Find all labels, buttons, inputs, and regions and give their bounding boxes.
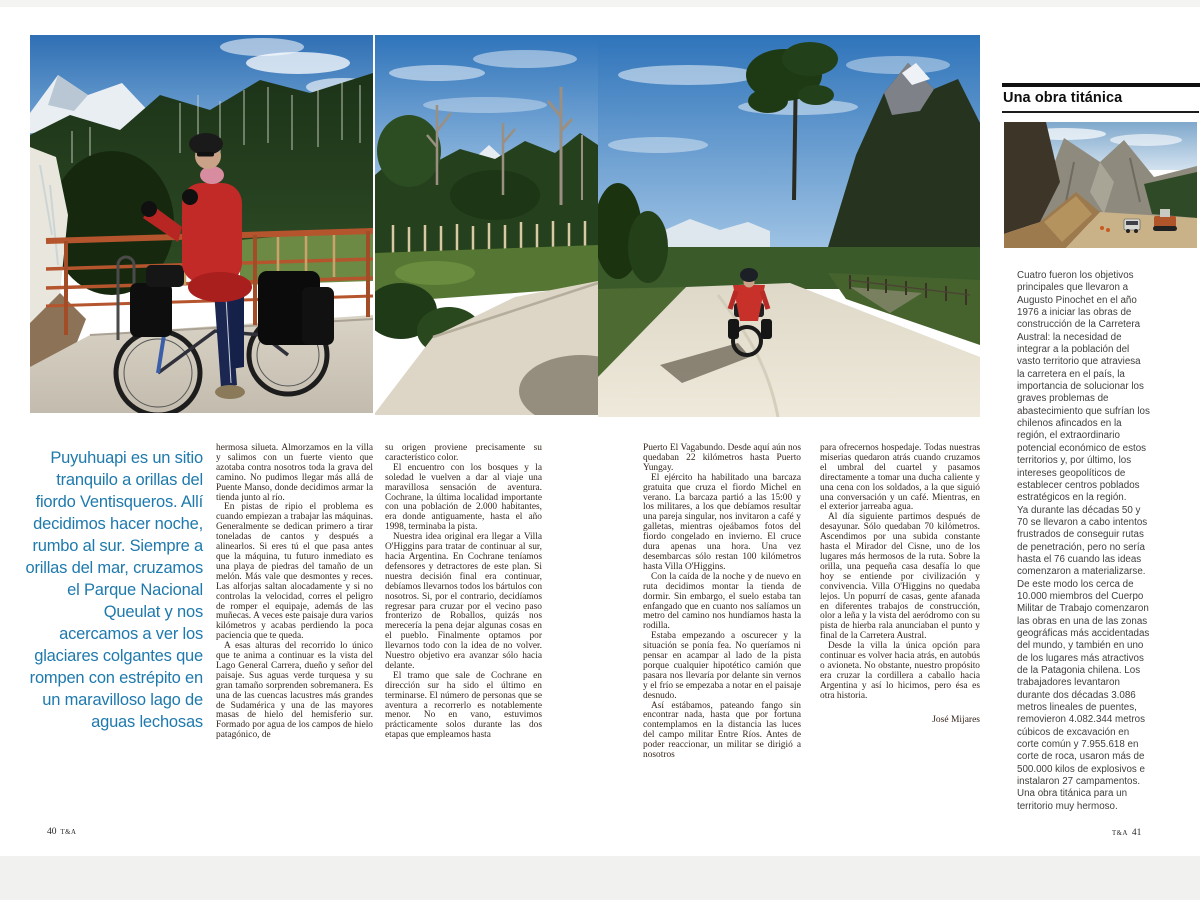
page-number-right: 41 [1131, 828, 1142, 838]
paragraph: Ya durante las décadas 50 y 70 se llevaron a cabo intentos frustrados de conseguir rutas de penetración, pero no sería hasta el 76 cuando las ideas comenzaron a materializarse. De este modo los cerca de 10.000 miembros del Cuerpo Militar de Trabajo comenzaron las obras en una de las zonas geográficas más accidentadas del mundo, y también en uno de los lugares más atractivos de la Patagonia chilena. Los trabajadores levantaron durante dos décadas 3.086 metros lineales de puentes, removieron 4.082.344 metros cúbicos de excavación en corte común y 7.955.618 en corte de roca, usaron más de 500.000 kilos de explosivos e instalaron 27 campamentos. Una obra titánica para un territorio muy hermoso. [1017, 504, 1150, 812]
footer-left [47, 821, 76, 839]
magazine-mark-right: T&A [1112, 830, 1128, 837]
paragraph: Al día siguiente partimos después de desayunar. Sólo quedaban 70 kilómetros. Ascendimos por una subida constante hasta el Mirador del Cisne, uno de los lugares más hermosos de la ruta. Sobre la orilla, una pequeña casa desafía lo que hoy se entiende por civilización y convivencia. Villa O'Higgins no quedaba lejos. Un popurrí de casas, gente afanada en diferentes trabajos de construcción, olor a leña y la vista del aeródromo con su pista de hierba rala anunciaban el punto y final de la Carretera Austral. [820, 512, 980, 642]
paragraph: Con la caída de la noche y de nuevo en ruta decidimos montar la tienda de dormir. Sin embargo, el suelo estaba tan enfangado que en cuanto nos salíamos un metro del camino nos hundíamos hasta la rodilla. [643, 571, 801, 632]
paragraph: Desde la villa la única opción para continuar es volver hacia atrás, en autobús o avioneta. No obstante, nuestro propósito era cruzar la cordillera a caballo hacia Argentina y así lo hicimos, pero ésa es otra historia. [820, 641, 980, 701]
sidebar-rule-thin [1002, 111, 1199, 113]
paragraph: su origen proviene precisamente su característico color. [385, 443, 542, 463]
grass-light [395, 261, 475, 285]
paragraph: Así estábamos, pateando fango sin encontrar nada, hasta que por fortuna contemplamos en la distancia las luces del campo militar Entre Ríos. Antes de poder reaccionar, un militar se dirigió a nosotros [643, 700, 801, 761]
paragraph: Cuatro fueron los objetivos principales que llevaron a Augusto Pinochet en el año 1976 a iniciar las obras de construcción de la Carretera Austral: la necesidad de integrar a la población del vasto territorio que atraviesa la carretera en el país, la importancia de solucionar los graves problemas de abastecimiento que sufrían los chilenos afincados en la región, el extraordinario potencial económico de estos territorios y, por último, los intereses geopolíticos de establecer centros poblados estratégicos en la región. [1017, 270, 1150, 504]
article-column-2 [385, 444, 542, 741]
magazine-mark-left: T&A [60, 829, 77, 836]
page-number-left: 40 [47, 827, 57, 837]
paragraph: En pistas de ripio el problema es cuando empiezan a trabajar las máquinas. Generalmente se dedican primero a tirar toneladas de cantos y después a alinearlos. Si eres tú el que pasa antes que la máquina, tu futuro inmediato es una playa de piedras del tamaño de un melón. Más vale que desmontes y reces. Las alforjas saltan alocadamente y si no controlas la velocidad, corres el peligro de romper el equipaje, además de las muñecas. A veces este paisaje dura varios kilómetros y acabas perdiendo la poca paciencia que te queda. [216, 502, 373, 642]
byline: José Mijares [932, 714, 980, 725]
sidebar-photo-construction [1004, 122, 1197, 248]
paragraph: El encuentro con los bosques y la soledad le vuelven a dar al viaje una maravillosa sensación de aventura. Cochrane, la última localidad importante con una población de 2.000 habitantes, era donde antiguamente, hasta el año 1998, terminaba la pista. [385, 462, 542, 533]
dark-bush [450, 170, 540, 220]
paragraph: Estaba empezando a oscurecer y la situación se ponía fea. No queríamos ni pensar en acampar al lado de la pista porque cualquier hipotético camión que pasara nos llevaría por delante sin vernos y el frío se empezaba a notar en el paisaje desnudo. [643, 631, 801, 701]
footer-right [1112, 822, 1141, 840]
pull-quote: Puyuhuapi es un sitio tranquilo a orillas del fiordo Ventisqueros. Allí decidimos hacer noche, rumbo al sur. Siempre a orillas del mar, cruzamos el Parque Nacional Queulat y nos acercamos a ver los glaciares colgantes que rompen con estrépito en un maravilloso lago de aguas lechosas [25, 449, 203, 731]
top-margin-strip [0, 0, 1200, 7]
article-column-3 [643, 444, 801, 761]
left-tree-2 [628, 211, 668, 283]
sidebar-body [1017, 270, 1150, 813]
photo-gravel-road-trees [375, 35, 598, 415]
paragraph: Nuestra idea original era llegar a Villa O'Higgins para tratar de continuar al sur, hacia Argentina. En Cochrane teníamos defensores y detractores de este plan. Si nuestra decisión final era continuar, debíamos llevarnos todos los bártulos con nosotros. Si, por el contrario, decidíamos regresar para cruzar por el vecino paso fronterizo de Roballos, quizás nos merecería la pena dejar algunas cosas en el pueblo. Finalmente optamos por llevarnos todo con la idea de no volver. Nuestro objetivo era avanzar sólo hacia delante. [385, 532, 543, 671]
paragraph: A esas alturas del recorrido lo único que te anima a continuar es la vista del Lago General Carrera, dueño y señor del paisaje. Sus aguas verde turquesa y su gran tamaño sorprenden sobremanera. Es una de las cuencas lacustres más grandes de Sudamérica y una de las mayores masas de hielo del hemisferio sur. Formado por agua de los campos de hielo patagónico, de [216, 641, 373, 741]
article-column-1 [216, 444, 373, 741]
paragraph: hermosa silueta. Almorzamos en la villa y salimos con un fuerte viento que azotaba contra nosotros toda la grava del camino. No pudimos llegar más allá de Puente Manso, donde decidimos armar la tienda junto al río. [216, 443, 373, 503]
article-column-4 [820, 444, 980, 725]
paragraph: para ofrecernos hospedaje. Todas nuestras miserias quedaron atrás cuando cruzamos el umbral del cuartel y pasamos directamente a tomar una ducha caliente y una cena con los soldados, a la que siguió una conversación y un café. Mientras, en el exterior jarreaba agua. [820, 443, 980, 513]
paragraph: El tramo que sale de Cochrane en dirección sur ha sido el último en terminarse. El número de personas que se aventura a recorrerlo es notablemente menor. No en vano, estuvimos prácticamente solos durante las dos etapas que empleamos hasta [385, 670, 542, 741]
article-column-4-text [820, 444, 980, 702]
bottom-margin-strip [0, 856, 1200, 900]
photo-cyclist-standing [30, 35, 373, 413]
paragraph: Puerto El Vagabundo. Desde aquí aún nos quedaban 22 kilómetros hasta Puerto Yungay. [643, 443, 801, 473]
photo-cyclist-riding [598, 35, 980, 417]
tree-clump [377, 115, 441, 187]
paragraph: El ejército ha habilitado una barcaza gratuita que cruza el fiordo Michel en verano. La barcaza partió a las 15:00 y los militares, a los que debíamos resultar una pareja singular, nos invitaron a café y galletas, mientras ojeábamos fotos del fiordo congelado en invierno. El cruce dura apenas una hora. Una vez desembarcas sólo restan 100 kilómetros hasta Villa O'Higgins. [643, 472, 801, 572]
sidebar-title: Una obra titánica [1003, 90, 1123, 106]
sidebar-rule-thick [1002, 83, 1200, 87]
